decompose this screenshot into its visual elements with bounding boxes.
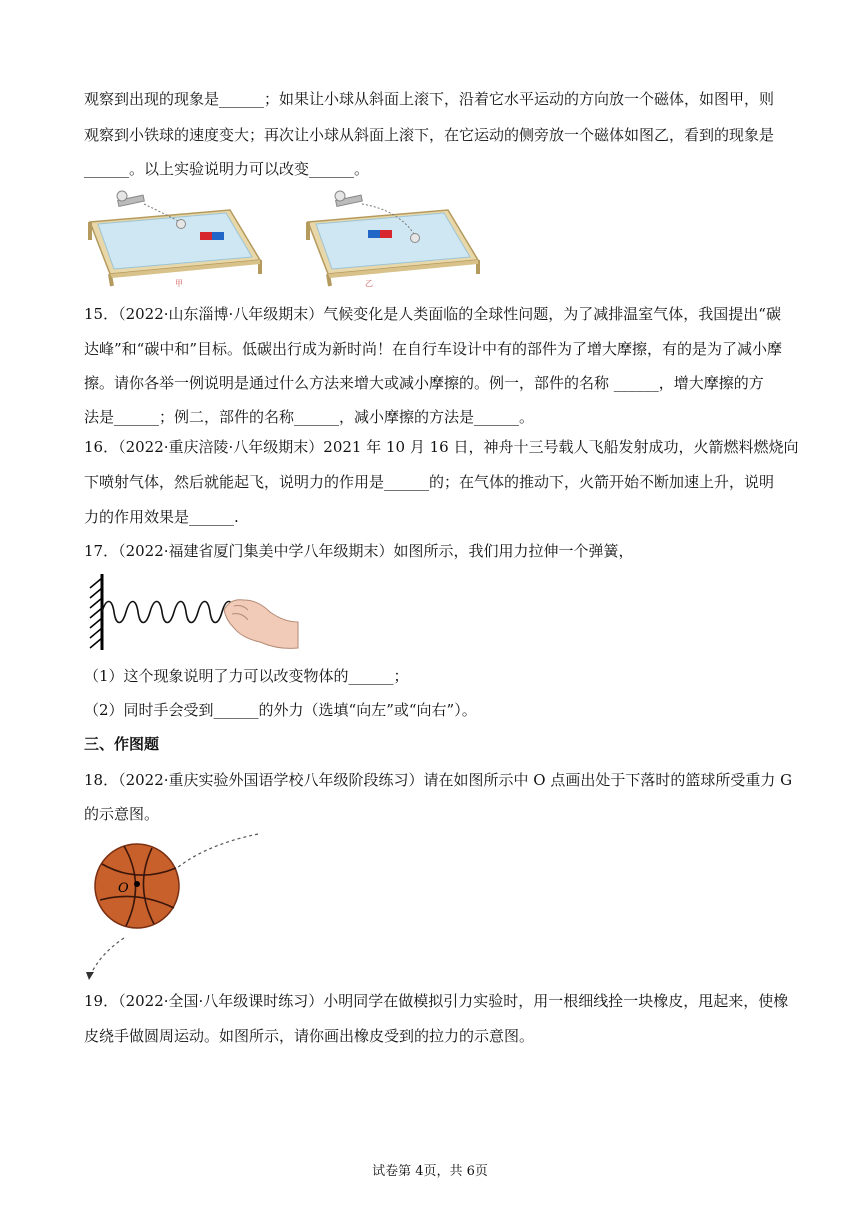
question-15-line: 15．（2022·山东淄博·八年级期末）气候变化是人类面临的全球性问题，为了减排温室气体，我国提出“碳 [84, 305, 781, 323]
figure-caption-jia: 甲 [175, 279, 183, 288]
question-17-line: 17．（2022·福建省厦门集美中学八年级期末）如图所示，我们用力拉伸一个弹簧， [84, 542, 634, 560]
figure-caption-yi: 乙 [365, 279, 373, 288]
point-o-label: O [118, 881, 129, 896]
spring-coil [102, 602, 234, 623]
hand [224, 600, 298, 649]
question-16-line: 16．（2022·重庆涪陵·八年级期末）2021 年 10 月 16 日，神舟十三号载人飞船发射成功，火箭燃料燃烧向 [84, 438, 799, 456]
section-heading: 三、作图题 [84, 735, 160, 753]
text-line: 观察到出现的现象是______；如果让小球从斜面上滚下，沿着它水平运动的方向放一个磁体，如图甲，则 [84, 90, 775, 108]
magnet-experiment-figure [80, 182, 480, 292]
text-line: 下喷射气体，然后就能起飞，说明力的作用是______的；在气体的推动下，火箭开始不断加速上升，说明 [84, 473, 775, 491]
text-line: （1）这个现象说明了力可以改变物体的______； [84, 667, 409, 685]
text-line: 法是______；例二，部件的名称______，减小摩擦的方法是______。 [84, 408, 535, 426]
trajectory-arrow [86, 972, 94, 980]
text-line: ______。以上实验说明力可以改变______。 [84, 160, 370, 178]
question-19-line: 19．（2022·全国·八年级课时练习）小明同学在做模拟引力实验时，用一根细线拴一块橡皮，甩起来，使橡 [84, 992, 789, 1010]
spring-figure [84, 570, 304, 654]
text-line: 力的作用效果是______. [84, 508, 239, 526]
text-line: 的示意图。 [84, 805, 160, 823]
question-18-line: 18．（2022·重庆实验外国语学校八年级阶段练习）请在如图所示中 O 点画出处于下落时的篮球所受重力 G [84, 771, 793, 789]
text-line: （2）同时手会受到______的外力（选填“向左”或“向右”）。 [84, 701, 477, 719]
table-jia [90, 191, 260, 286]
table-yi [308, 191, 478, 286]
text-line: 皮绕手做圆周运动。如图所示，请你画出橡皮受到的拉力的示意图。 [84, 1027, 535, 1045]
basketball-figure [80, 826, 270, 982]
text-line: 观察到小铁球的速度变大；再次让小球从斜面上滚下，在它运动的侧旁放一个磁体如图乙，看到的现象是 [84, 126, 775, 144]
text-line: 达峰”和“碳中和”目标。低碳出行成为新时尚！在自行车设计中有的部件为了增大摩擦，有的是为了减小摩 [84, 340, 783, 358]
point-o [134, 881, 140, 887]
text-line: 擦。请你各举一例说明是通过什么方法来增大或减小摩擦的。例一，部件的名称 ______，增大摩擦的方 [84, 374, 764, 392]
page-footer: 试卷第 4页，共 6页 [372, 1164, 488, 1179]
